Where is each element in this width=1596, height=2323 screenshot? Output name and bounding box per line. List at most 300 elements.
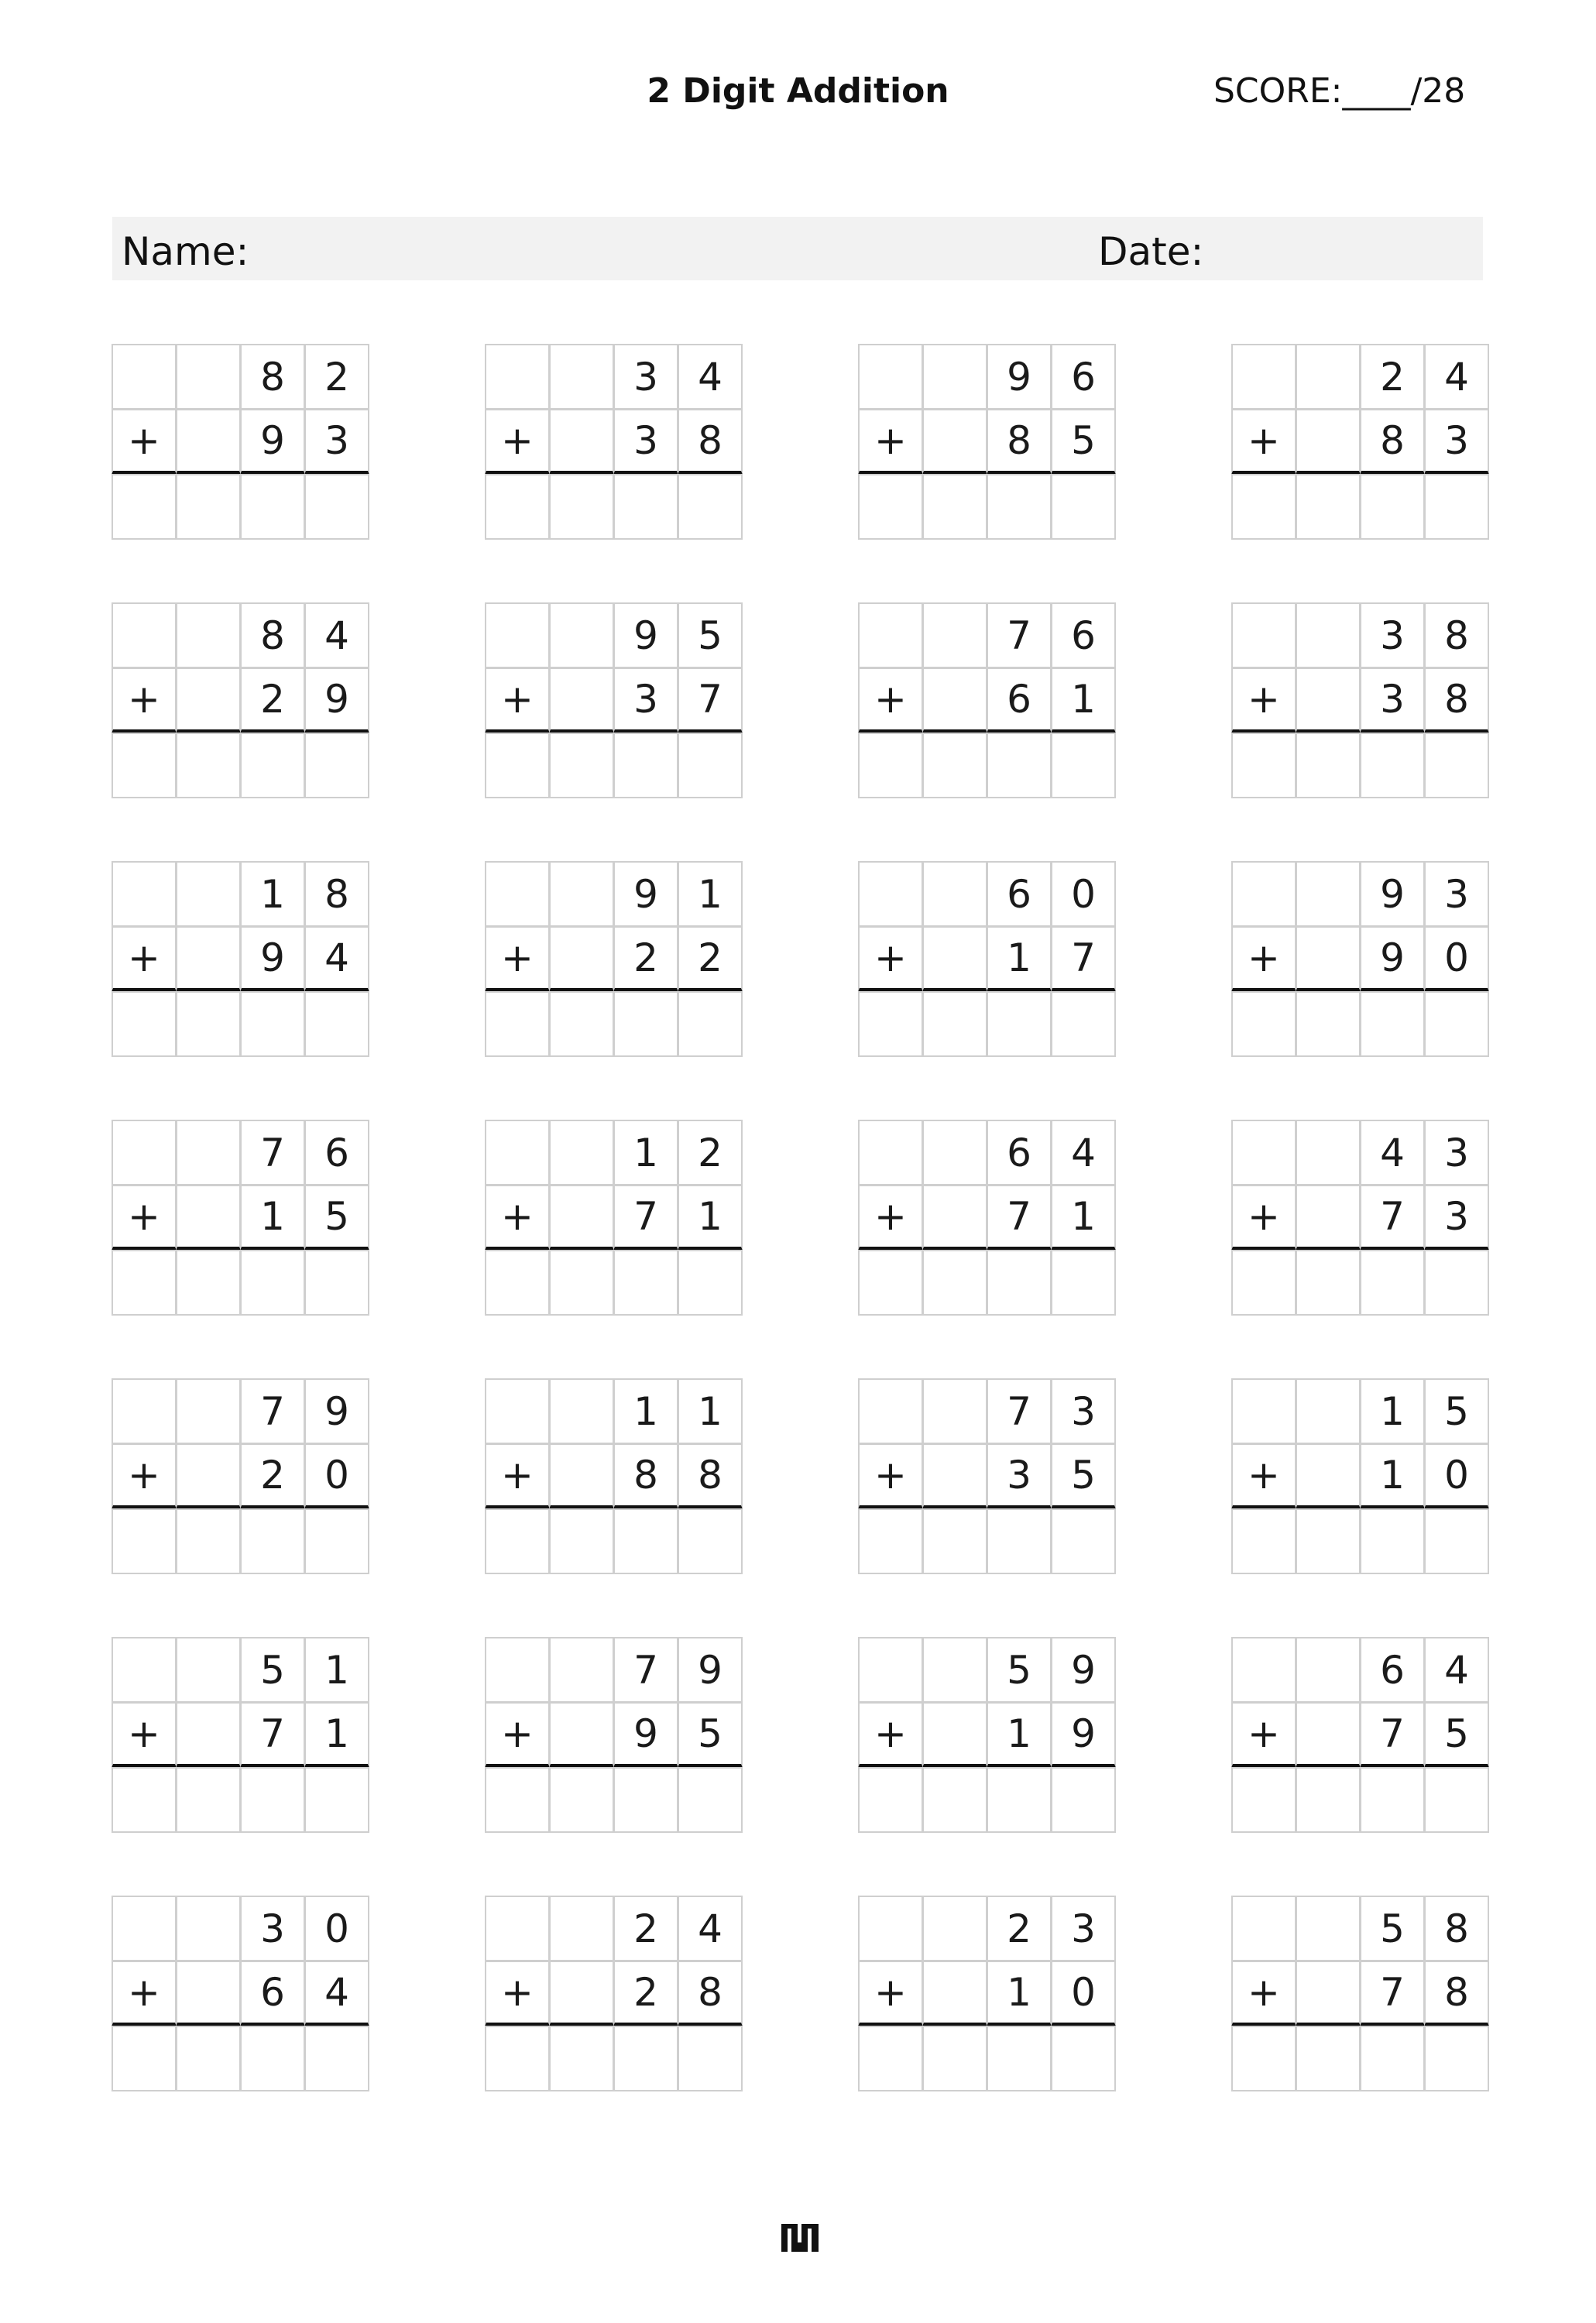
bottom-digit: 3 xyxy=(304,409,369,475)
answer-box[interactable] xyxy=(922,1508,987,1574)
empty-cell xyxy=(176,344,241,410)
empty-cell xyxy=(549,1185,614,1251)
worksheet-logo-icon xyxy=(781,2222,819,2253)
top-digit: 4 xyxy=(1424,344,1489,410)
bottom-digit: 0 xyxy=(1051,1961,1116,2026)
answer-box[interactable] xyxy=(987,474,1052,540)
answer-box[interactable] xyxy=(858,1508,923,1574)
bottom-digit: 5 xyxy=(1051,409,1116,475)
plus-sign: + xyxy=(112,926,177,992)
answer-box[interactable] xyxy=(112,2026,177,2091)
answer-box[interactable] xyxy=(1424,1508,1489,1574)
empty-cell xyxy=(112,861,177,927)
addition-problem xyxy=(859,1379,1116,1574)
answer-box[interactable] xyxy=(613,474,678,540)
empty-cell xyxy=(549,344,614,410)
bottom-digit: 1 xyxy=(304,1702,369,1768)
answer-box[interactable] xyxy=(485,733,550,798)
plus-sign: + xyxy=(112,667,177,733)
top-digit: 4 xyxy=(1424,1637,1489,1703)
empty-cell xyxy=(922,1120,987,1186)
answer-box[interactable] xyxy=(1051,1508,1116,1574)
bottom-digit: 2 xyxy=(678,926,743,992)
bottom-digit: 8 xyxy=(613,1443,678,1509)
top-digit: 4 xyxy=(1051,1120,1116,1186)
addition-problem xyxy=(1232,1379,1489,1574)
answer-box[interactable] xyxy=(678,733,743,798)
top-digit: 9 xyxy=(304,1378,369,1444)
answer-box[interactable] xyxy=(987,1508,1052,1574)
answer-box[interactable] xyxy=(613,1508,678,1574)
empty-cell xyxy=(1231,1378,1296,1444)
bottom-digit: 7 xyxy=(678,667,743,733)
answer-box[interactable] xyxy=(1424,1250,1489,1316)
date-label: Date: xyxy=(1098,229,1204,274)
addition-problem xyxy=(486,1638,743,1833)
empty-cell xyxy=(922,1185,987,1251)
top-digit: 0 xyxy=(304,1896,369,1961)
empty-cell xyxy=(112,1637,177,1703)
empty-cell xyxy=(858,1896,923,1961)
answer-box[interactable] xyxy=(987,1250,1052,1316)
answer-box[interactable] xyxy=(176,733,241,798)
answer-box[interactable] xyxy=(1051,474,1116,540)
empty-cell xyxy=(549,1896,614,1961)
bottom-digit: 9 xyxy=(240,926,305,992)
answer-box[interactable] xyxy=(240,991,305,1057)
answer-box[interactable] xyxy=(922,474,987,540)
answer-box[interactable] xyxy=(176,1767,241,1833)
bottom-digit: 7 xyxy=(1360,1961,1425,2026)
answer-box[interactable] xyxy=(1360,2026,1425,2091)
addition-problem xyxy=(112,1896,369,2091)
bottom-digit: 3 xyxy=(1424,1185,1489,1251)
answer-box[interactable] xyxy=(1360,474,1425,540)
empty-cell xyxy=(922,602,987,668)
bottom-digit: 6 xyxy=(240,1961,305,2026)
answer-box[interactable] xyxy=(240,474,305,540)
addition-problem xyxy=(112,603,369,798)
addition-problem xyxy=(859,1896,1116,2091)
bottom-digit: 1 xyxy=(240,1185,305,1251)
empty-cell xyxy=(922,344,987,410)
empty-cell xyxy=(485,344,550,410)
answer-box[interactable] xyxy=(858,991,923,1057)
answer-box[interactable] xyxy=(304,474,369,540)
bottom-digit: 2 xyxy=(613,1961,678,2026)
empty-cell xyxy=(858,344,923,410)
top-digit: 1 xyxy=(678,861,743,927)
addition-problem xyxy=(112,345,369,540)
top-digit: 7 xyxy=(240,1120,305,1186)
top-digit: 6 xyxy=(987,861,1052,927)
answer-box[interactable] xyxy=(1051,2026,1116,2091)
answer-box[interactable] xyxy=(922,1767,987,1833)
answer-box[interactable] xyxy=(176,991,241,1057)
answer-box[interactable] xyxy=(1231,733,1296,798)
top-digit: 2 xyxy=(1360,344,1425,410)
answer-box[interactable] xyxy=(1296,733,1361,798)
bottom-digit: 2 xyxy=(613,926,678,992)
empty-cell xyxy=(1296,344,1361,410)
addition-problem xyxy=(859,603,1116,798)
answer-box[interactable] xyxy=(1051,1250,1116,1316)
empty-cell xyxy=(922,1637,987,1703)
answer-box[interactable] xyxy=(549,1250,614,1316)
empty-cell xyxy=(1231,1120,1296,1186)
plus-sign: + xyxy=(1231,409,1296,475)
top-digit: 5 xyxy=(1424,1378,1489,1444)
empty-cell xyxy=(176,1961,241,2026)
bottom-digit: 1 xyxy=(1051,667,1116,733)
empty-cell xyxy=(112,1378,177,1444)
empty-cell xyxy=(858,1637,923,1703)
bottom-digit: 7 xyxy=(1051,926,1116,992)
answer-box[interactable] xyxy=(240,1767,305,1833)
empty-cell xyxy=(1296,861,1361,927)
empty-cell xyxy=(112,1896,177,1961)
empty-cell xyxy=(922,1378,987,1444)
empty-cell xyxy=(1231,861,1296,927)
answer-box[interactable] xyxy=(613,1250,678,1316)
empty-cell xyxy=(1296,1120,1361,1186)
answer-box[interactable] xyxy=(1360,1250,1425,1316)
top-digit: 9 xyxy=(613,861,678,927)
answer-box[interactable] xyxy=(1051,733,1116,798)
empty-cell xyxy=(549,667,614,733)
answer-box[interactable] xyxy=(240,1250,305,1316)
top-digit: 8 xyxy=(304,861,369,927)
bottom-digit: 9 xyxy=(240,409,305,475)
answer-box[interactable] xyxy=(1231,991,1296,1057)
empty-cell xyxy=(176,1896,241,1961)
answer-box[interactable] xyxy=(858,474,923,540)
empty-cell xyxy=(549,1378,614,1444)
empty-cell xyxy=(485,861,550,927)
top-digit: 7 xyxy=(987,602,1052,668)
answer-box[interactable] xyxy=(304,733,369,798)
answer-box[interactable] xyxy=(304,1250,369,1316)
answer-box[interactable] xyxy=(1360,991,1425,1057)
bottom-digit: 3 xyxy=(613,667,678,733)
empty-cell xyxy=(1231,602,1296,668)
answer-box[interactable] xyxy=(112,1250,177,1316)
top-digit: 3 xyxy=(1051,1378,1116,1444)
bottom-digit: 7 xyxy=(613,1185,678,1251)
bottom-digit: 9 xyxy=(304,667,369,733)
empty-cell xyxy=(112,602,177,668)
answer-box[interactable] xyxy=(678,991,743,1057)
empty-cell xyxy=(485,602,550,668)
top-digit: 7 xyxy=(240,1378,305,1444)
top-digit: 6 xyxy=(1051,602,1116,668)
top-digit: 6 xyxy=(1051,344,1116,410)
plus-sign: + xyxy=(1231,1185,1296,1251)
bottom-digit: 1 xyxy=(987,1961,1052,2026)
empty-cell xyxy=(176,667,241,733)
answer-box[interactable] xyxy=(485,2026,550,2091)
addition-problem xyxy=(486,862,743,1057)
plus-sign: + xyxy=(485,1961,550,2026)
answer-box[interactable] xyxy=(987,991,1052,1057)
addition-problem xyxy=(486,603,743,798)
bottom-digit: 1 xyxy=(987,1702,1052,1768)
empty-cell xyxy=(549,1961,614,2026)
addition-problem xyxy=(112,1379,369,1574)
empty-cell xyxy=(1296,1896,1361,1961)
answer-box[interactable] xyxy=(1296,1767,1361,1833)
empty-cell xyxy=(176,1637,241,1703)
answer-box[interactable] xyxy=(240,733,305,798)
bottom-digit: 9 xyxy=(1360,926,1425,992)
answer-box[interactable] xyxy=(1231,1250,1296,1316)
empty-cell xyxy=(176,1378,241,1444)
plus-sign: + xyxy=(1231,667,1296,733)
answer-box[interactable] xyxy=(1051,991,1116,1057)
plus-sign: + xyxy=(1231,1961,1296,2026)
answer-box[interactable] xyxy=(613,2026,678,2091)
answer-box[interactable] xyxy=(549,2026,614,2091)
top-digit: 8 xyxy=(1424,602,1489,668)
empty-cell xyxy=(1296,602,1361,668)
answer-box[interactable] xyxy=(112,733,177,798)
empty-cell xyxy=(485,1120,550,1186)
empty-cell xyxy=(858,1378,923,1444)
score-field: SCORE:____/28 xyxy=(1213,71,1466,111)
plus-sign: + xyxy=(112,1185,177,1251)
answer-box[interactable] xyxy=(922,1250,987,1316)
bottom-digit: 8 xyxy=(678,1443,743,1509)
bottom-digit: 0 xyxy=(1424,926,1489,992)
answer-box[interactable] xyxy=(613,991,678,1057)
top-digit: 8 xyxy=(1424,1896,1489,1961)
empty-cell xyxy=(485,1896,550,1961)
answer-box[interactable] xyxy=(1424,474,1489,540)
empty-cell xyxy=(922,1443,987,1509)
empty-cell xyxy=(922,1702,987,1768)
empty-cell xyxy=(1296,926,1361,992)
top-digit: 1 xyxy=(240,861,305,927)
answer-box[interactable] xyxy=(1424,2026,1489,2091)
top-digit: 4 xyxy=(304,602,369,668)
answer-box[interactable] xyxy=(858,1250,923,1316)
empty-cell xyxy=(922,409,987,475)
plus-sign: + xyxy=(485,1443,550,1509)
answer-box[interactable] xyxy=(176,474,241,540)
plus-sign: + xyxy=(485,667,550,733)
empty-cell xyxy=(858,1120,923,1186)
answer-box[interactable] xyxy=(1231,474,1296,540)
answer-box[interactable] xyxy=(613,1767,678,1833)
answer-box[interactable] xyxy=(485,474,550,540)
bottom-digit: 0 xyxy=(1424,1443,1489,1509)
plus-sign: + xyxy=(858,409,923,475)
top-digit: 7 xyxy=(613,1637,678,1703)
bottom-digit: 6 xyxy=(987,667,1052,733)
answer-box[interactable] xyxy=(549,1508,614,1574)
answer-box[interactable] xyxy=(858,733,923,798)
answer-box[interactable] xyxy=(176,1508,241,1574)
top-digit: 5 xyxy=(987,1637,1052,1703)
bottom-digit: 5 xyxy=(304,1185,369,1251)
bottom-digit: 1 xyxy=(987,926,1052,992)
empty-cell xyxy=(549,409,614,475)
empty-cell xyxy=(112,1120,177,1186)
answer-box[interactable] xyxy=(1360,1508,1425,1574)
answer-box[interactable] xyxy=(304,1767,369,1833)
answer-box[interactable] xyxy=(1424,1767,1489,1833)
bottom-digit: 8 xyxy=(1424,1961,1489,2026)
answer-box[interactable] xyxy=(176,1250,241,1316)
empty-cell xyxy=(858,861,923,927)
answer-box[interactable] xyxy=(1360,733,1425,798)
answer-box[interactable] xyxy=(1296,2026,1361,2091)
answer-box[interactable] xyxy=(1231,2026,1296,2091)
answer-box[interactable] xyxy=(549,991,614,1057)
answer-box[interactable] xyxy=(1296,991,1361,1057)
answer-box[interactable] xyxy=(112,991,177,1057)
top-digit: 2 xyxy=(987,1896,1052,1961)
bottom-digit: 1 xyxy=(1051,1185,1116,1251)
plus-sign: + xyxy=(112,409,177,475)
answer-box[interactable] xyxy=(549,1767,614,1833)
addition-problem xyxy=(112,862,369,1057)
bottom-digit: 9 xyxy=(1051,1702,1116,1768)
answer-box[interactable] xyxy=(922,733,987,798)
plus-sign: + xyxy=(858,1961,923,2026)
answer-box[interactable] xyxy=(485,1767,550,1833)
plus-sign: + xyxy=(112,1961,177,2026)
answer-box[interactable] xyxy=(678,2026,743,2091)
answer-box[interactable] xyxy=(613,733,678,798)
answer-box[interactable] xyxy=(678,474,743,540)
empty-cell xyxy=(922,1961,987,2026)
answer-box[interactable] xyxy=(1296,474,1361,540)
answer-box[interactable] xyxy=(1424,733,1489,798)
addition-problem xyxy=(859,862,1116,1057)
empty-cell xyxy=(549,602,614,668)
answer-box[interactable] xyxy=(678,1250,743,1316)
answer-box[interactable] xyxy=(1360,1767,1425,1833)
top-digit: 3 xyxy=(1360,602,1425,668)
bottom-digit: 1 xyxy=(1360,1443,1425,1509)
plus-sign: + xyxy=(485,926,550,992)
empty-cell xyxy=(176,1185,241,1251)
answer-box[interactable] xyxy=(304,2026,369,2091)
top-digit: 9 xyxy=(1360,861,1425,927)
answer-box[interactable] xyxy=(987,733,1052,798)
empty-cell xyxy=(922,667,987,733)
empty-cell xyxy=(1296,1185,1361,1251)
top-digit: 1 xyxy=(304,1637,369,1703)
empty-cell xyxy=(549,1702,614,1768)
answer-box[interactable] xyxy=(1231,1767,1296,1833)
bottom-digit: 0 xyxy=(304,1443,369,1509)
answer-box[interactable] xyxy=(485,1250,550,1316)
answer-box[interactable] xyxy=(549,733,614,798)
top-digit: 0 xyxy=(1051,861,1116,927)
top-digit: 5 xyxy=(240,1637,305,1703)
answer-box[interactable] xyxy=(678,1508,743,1574)
top-digit: 3 xyxy=(1051,1896,1116,1961)
top-digit: 4 xyxy=(678,344,743,410)
plus-sign: + xyxy=(485,1702,550,1768)
answer-box[interactable] xyxy=(858,1767,923,1833)
answer-box[interactable] xyxy=(1051,1767,1116,1833)
answer-box[interactable] xyxy=(1296,1250,1361,1316)
top-digit: 8 xyxy=(240,344,305,410)
answer-box[interactable] xyxy=(304,1508,369,1574)
answer-box[interactable] xyxy=(922,2026,987,2091)
addition-problem xyxy=(486,1379,743,1574)
answer-box[interactable] xyxy=(858,2026,923,2091)
addition-problem xyxy=(859,1120,1116,1316)
addition-problem xyxy=(1232,345,1489,540)
bottom-digit: 5 xyxy=(678,1702,743,1768)
empty-cell xyxy=(176,1120,241,1186)
answer-box[interactable] xyxy=(112,1508,177,1574)
answer-box[interactable] xyxy=(678,1767,743,1833)
answer-box[interactable] xyxy=(922,991,987,1057)
answer-box[interactable] xyxy=(176,2026,241,2091)
empty-cell xyxy=(112,344,177,410)
plus-sign: + xyxy=(858,1185,923,1251)
top-digit: 1 xyxy=(613,1378,678,1444)
answer-box[interactable] xyxy=(549,474,614,540)
bottom-digit: 8 xyxy=(987,409,1052,475)
answer-box[interactable] xyxy=(485,991,550,1057)
empty-cell xyxy=(549,926,614,992)
answer-box[interactable] xyxy=(1424,991,1489,1057)
top-digit: 6 xyxy=(1360,1637,1425,1703)
plus-sign: + xyxy=(485,1185,550,1251)
addition-problem xyxy=(859,1638,1116,1833)
answer-box[interactable] xyxy=(240,2026,305,2091)
bottom-digit: 4 xyxy=(304,926,369,992)
top-digit: 8 xyxy=(240,602,305,668)
bottom-digit: 2 xyxy=(240,1443,305,1509)
empty-cell xyxy=(1296,667,1361,733)
answer-box[interactable] xyxy=(485,1508,550,1574)
top-digit: 6 xyxy=(987,1120,1052,1186)
bottom-digit: 9 xyxy=(613,1702,678,1768)
empty-cell xyxy=(176,926,241,992)
top-digit: 9 xyxy=(613,602,678,668)
empty-cell xyxy=(485,1637,550,1703)
plus-sign: + xyxy=(858,1443,923,1509)
top-digit: 2 xyxy=(613,1896,678,1961)
bottom-digit: 3 xyxy=(987,1443,1052,1509)
answer-box[interactable] xyxy=(987,2026,1052,2091)
top-digit: 5 xyxy=(678,602,743,668)
empty-cell xyxy=(549,1120,614,1186)
answer-box[interactable] xyxy=(240,1508,305,1574)
answer-box[interactable] xyxy=(1296,1508,1361,1574)
answer-box[interactable] xyxy=(1231,1508,1296,1574)
plus-sign: + xyxy=(1231,1443,1296,1509)
bottom-digit: 3 xyxy=(1424,409,1489,475)
answer-box[interactable] xyxy=(987,1767,1052,1833)
empty-cell xyxy=(1231,1896,1296,1961)
bottom-digit: 7 xyxy=(1360,1185,1425,1251)
empty-cell xyxy=(1231,344,1296,410)
answer-box[interactable] xyxy=(112,474,177,540)
plus-sign: + xyxy=(858,1702,923,1768)
empty-cell xyxy=(176,861,241,927)
bottom-digit: 7 xyxy=(240,1702,305,1768)
answer-box[interactable] xyxy=(112,1767,177,1833)
answer-box[interactable] xyxy=(304,991,369,1057)
